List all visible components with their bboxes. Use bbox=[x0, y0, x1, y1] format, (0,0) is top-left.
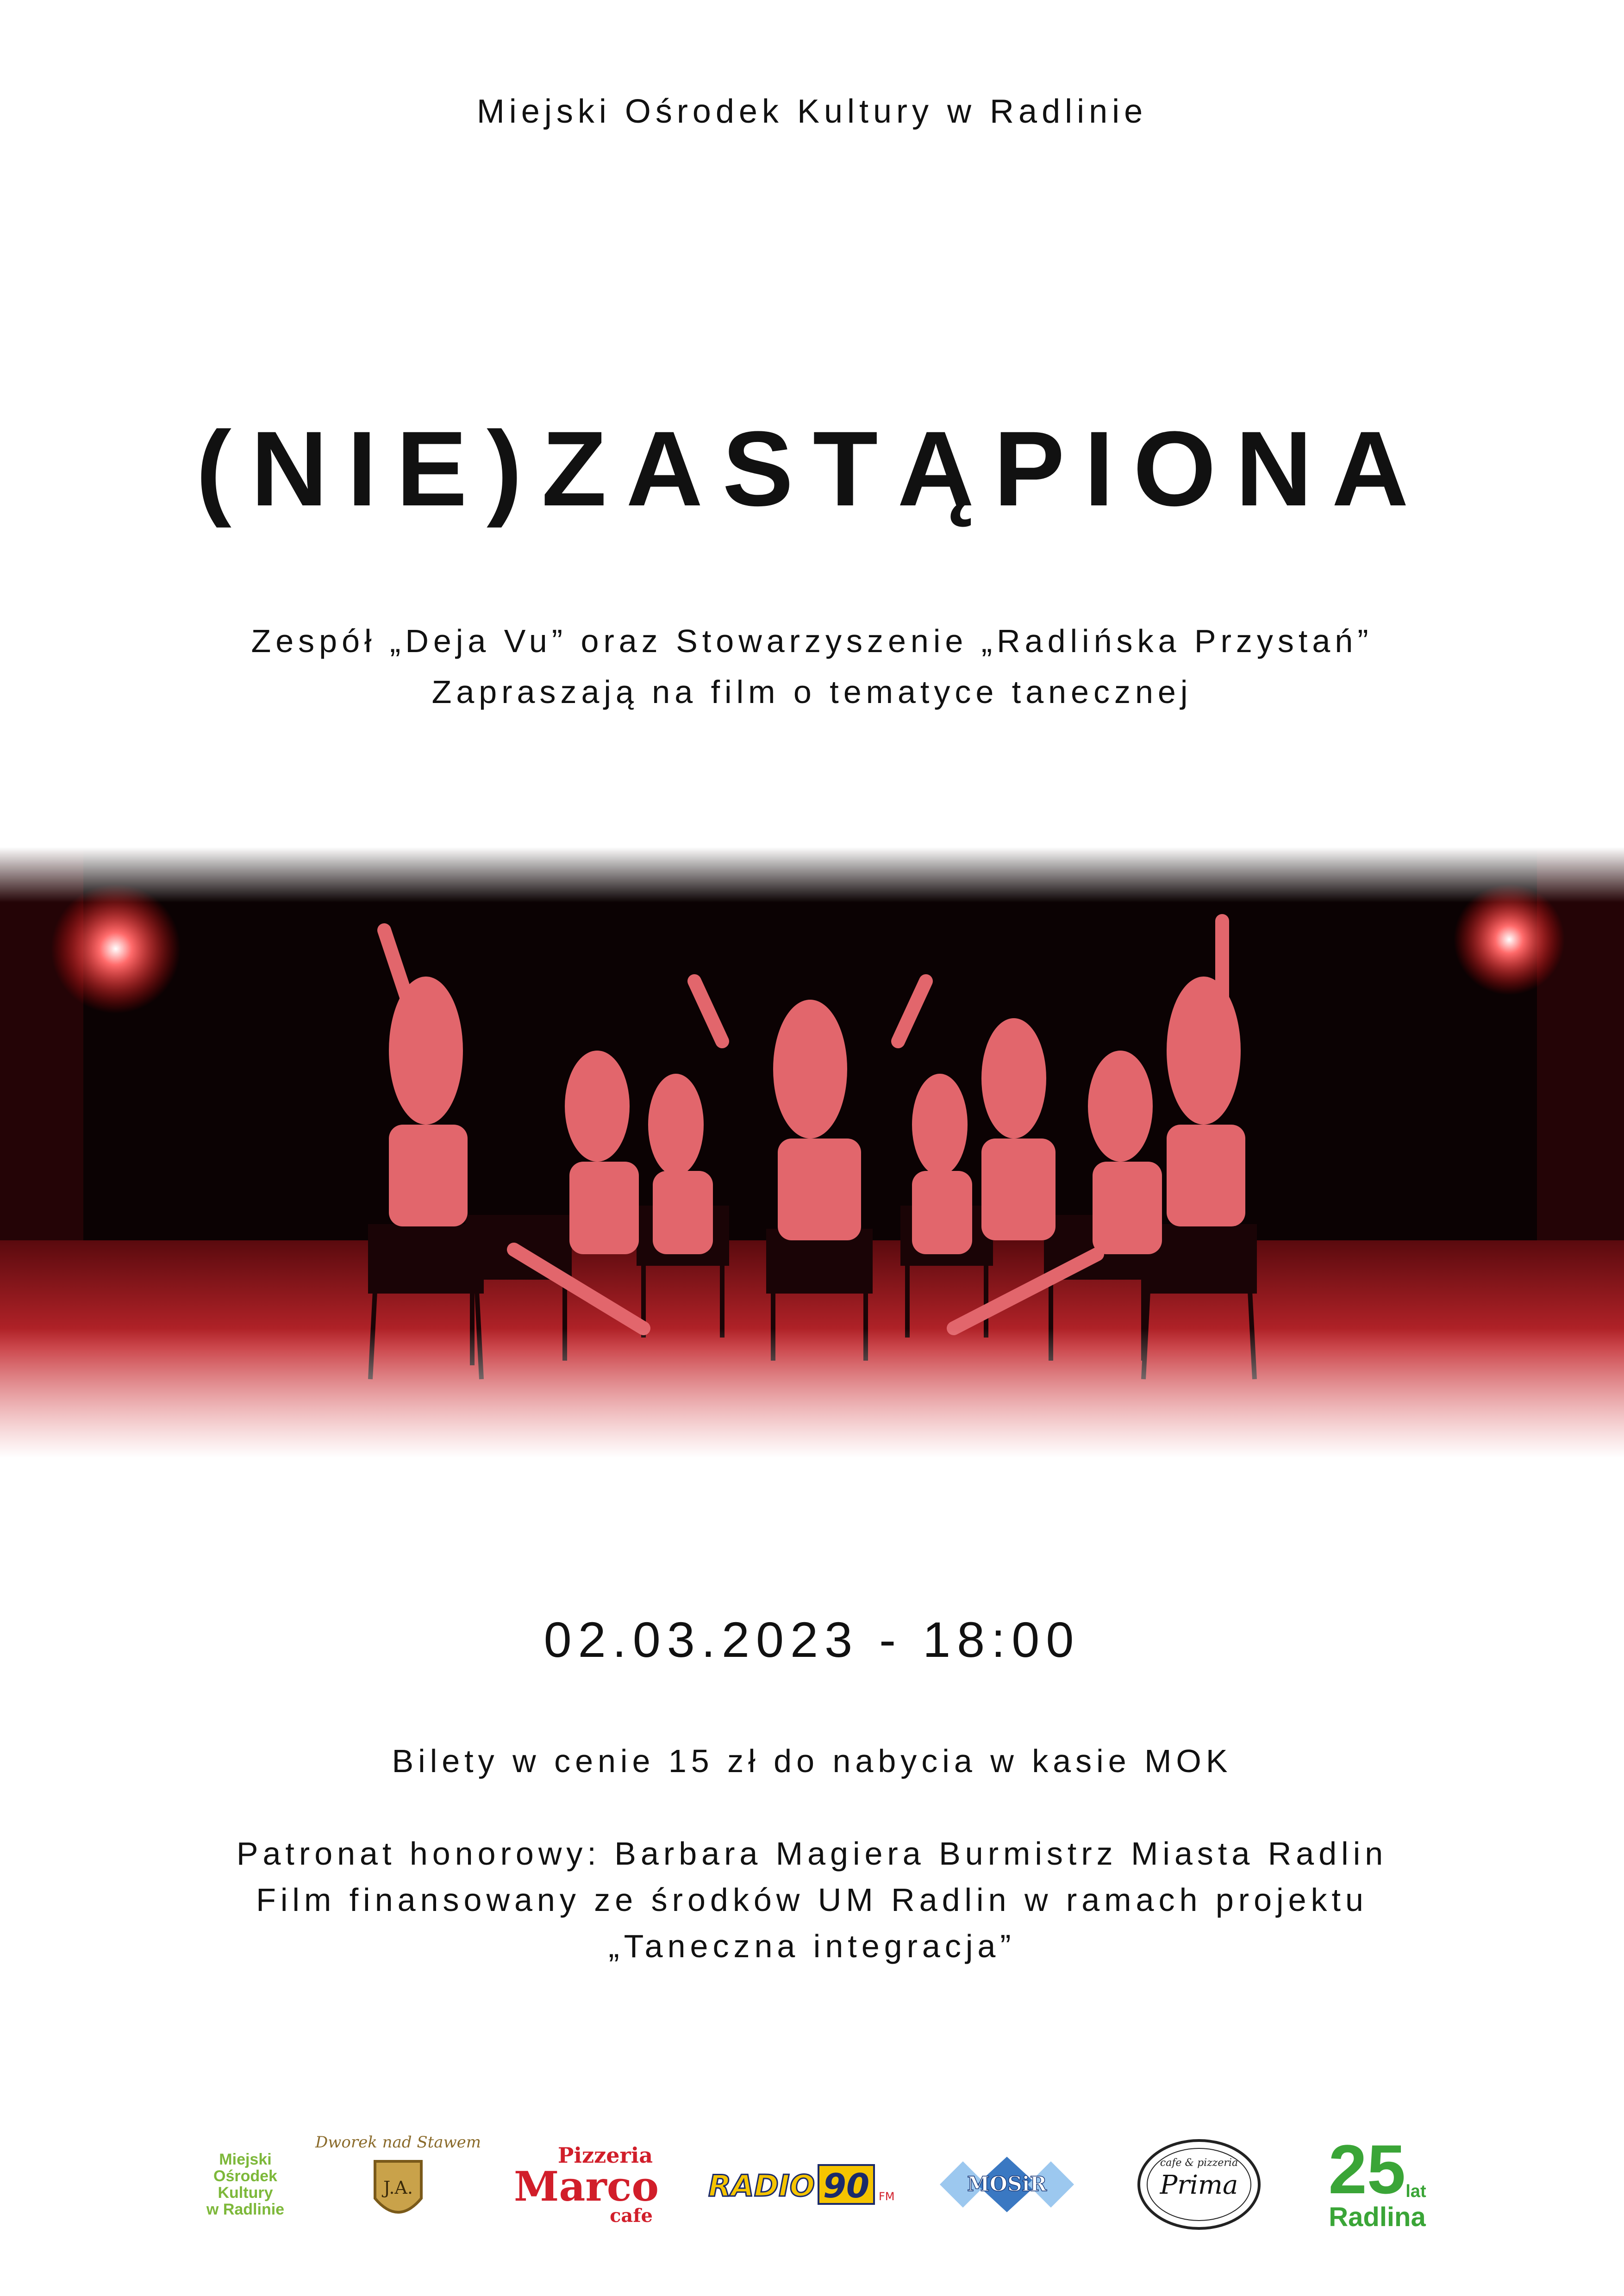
prima-logo bbox=[1130, 2115, 1268, 2254]
marco-line2: Marco bbox=[514, 2162, 659, 2210]
radio90-logo bbox=[708, 2115, 912, 2254]
mok-logo-line1: Miejski bbox=[219, 2151, 272, 2168]
patronage-line2: Film finansowany ze środków UM Radlin w ramach projektu bbox=[256, 1882, 1368, 1918]
mok-logo-line4: w Radlinie bbox=[206, 2201, 285, 2218]
dworek-initials: J.A. bbox=[383, 2178, 413, 2198]
mosir-name: MOSiR bbox=[967, 2172, 1047, 2196]
mok-logo-line3: Kultury bbox=[218, 2184, 273, 2202]
radlin25-number: 25 bbox=[1328, 2130, 1406, 2208]
radlin25-lat: lat bbox=[1405, 2181, 1426, 2201]
radio-suffix: FM bbox=[879, 2190, 895, 2203]
radlin25-name: Radlina bbox=[1329, 2202, 1426, 2232]
event-subtitle-line2: Zapraszają na film o tematyce tanecznej bbox=[431, 674, 1193, 710]
radio-number: 90 bbox=[823, 2166, 870, 2205]
marco-logo bbox=[514, 2115, 659, 2254]
organizer-header: Miejski Ośrodek Kultury w Radlinie bbox=[476, 93, 1148, 130]
ticket-info: Bilety w cenie 15 zł do nabycia w kasie MOK bbox=[392, 1743, 1232, 1779]
dance-performance-photo bbox=[0, 847, 1624, 1458]
marco-line3: cafe bbox=[610, 2204, 653, 2227]
prima-name: Prima bbox=[1160, 2170, 1238, 2200]
mosir-logo bbox=[931, 2115, 1083, 2254]
patronage-line1: Patronat honorowy: Barbara Magiera Burmistrz Miasta Radlin bbox=[236, 1836, 1388, 1872]
mok-logo bbox=[199, 2115, 292, 2254]
event-datetime: 02.03.2023 - 18:00 bbox=[543, 1612, 1081, 1668]
dworek-shield-icon bbox=[315, 2124, 481, 2245]
prima-top: cafe & pizzeria bbox=[1160, 2157, 1238, 2169]
event-title: (NIE)ZASTĄPIONA bbox=[196, 409, 1428, 528]
radio-name: RADIO bbox=[708, 2169, 815, 2203]
dworek-logo bbox=[315, 2115, 481, 2254]
marco-line1: Pizzeria bbox=[557, 2142, 653, 2168]
radlin25-logo bbox=[1324, 2115, 1430, 2254]
dworek-name: Dworek nad Stawem bbox=[315, 2133, 481, 2152]
patronage-line3: „Taneczna integracja” bbox=[608, 1928, 1016, 1964]
mok-logo-line2: Ośrodek bbox=[213, 2167, 277, 2185]
event-subtitle-line1: Zespół „Deja Vu” oraz Stowarzyszenie „Radlińska Przystań” bbox=[251, 623, 1373, 659]
